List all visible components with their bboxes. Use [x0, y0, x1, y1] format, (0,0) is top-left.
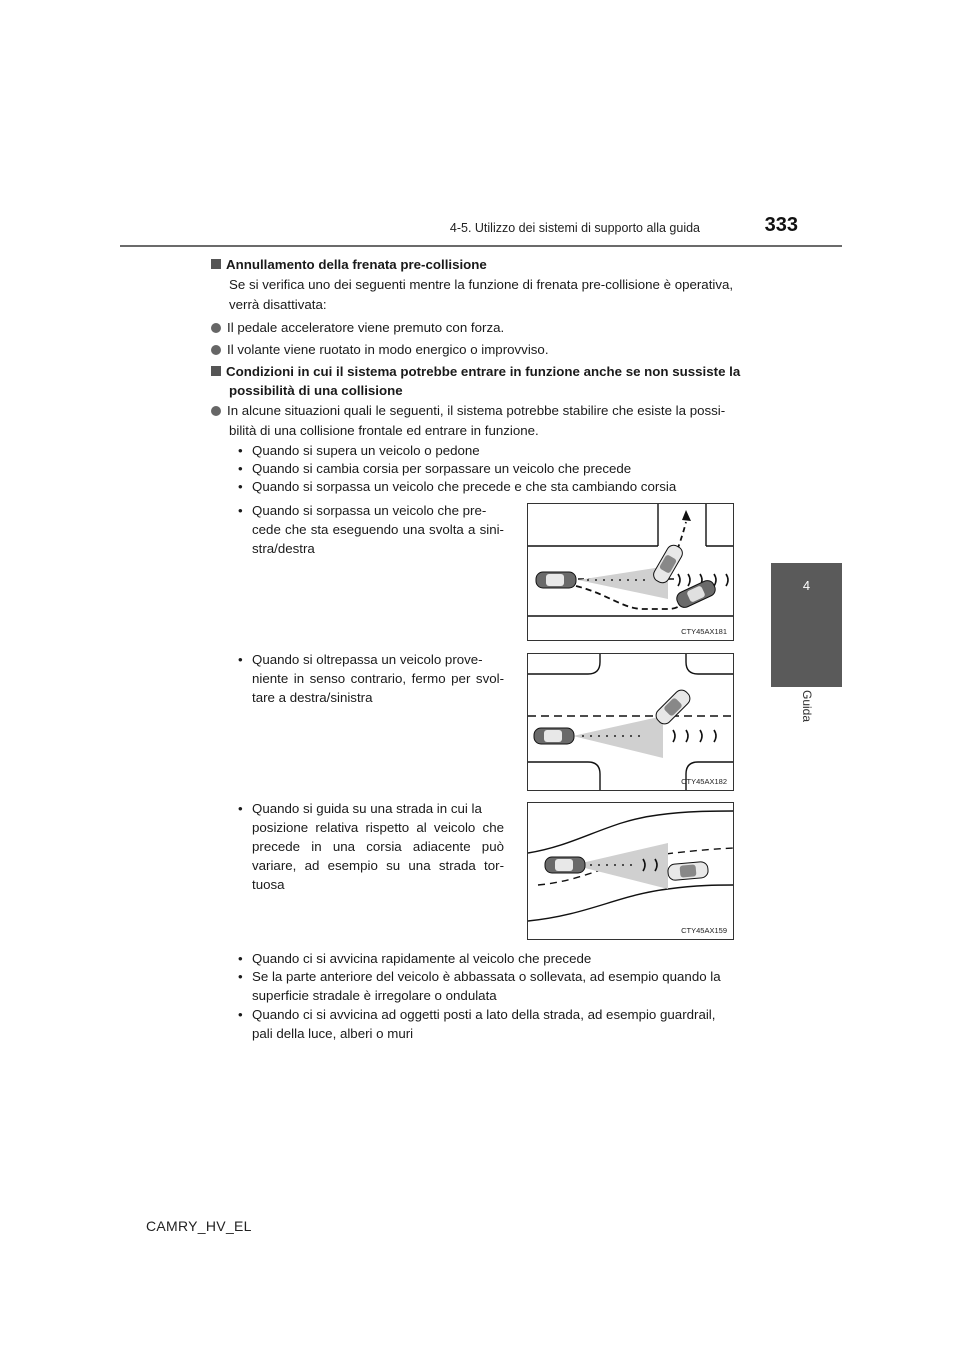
page-number: 333: [764, 214, 798, 236]
heading-conditions: Condizioni in cui il sistema potrebbe entrare in funzione anche se non sussiste la possibilità di una collisione: [211, 362, 771, 400]
round-bullet-icon: [211, 323, 221, 333]
figure-code: CTY45AX181: [681, 627, 727, 636]
cancel-item-2: Il volante viene ruotato in modo energico o improvviso.: [211, 340, 756, 360]
model-code: CAMRY_HV_EL: [146, 1218, 252, 1234]
cancel-intro: Se si verifica uno dei seguenti mentre la funzione di frenata pre-collisione è operativa, verrà disattivata:: [229, 277, 734, 312]
square-bullet-icon: [211, 366, 221, 376]
condition-bullet: • Quando ci si avvicina rapidamente al veicolo che precede: [238, 951, 592, 966]
square-bullet-icon: [211, 259, 221, 269]
figure-code: CTY45AX159: [681, 926, 727, 935]
condition-bullet-fig3: • Quando si guida su una strada in cui la posizione relativa rispetto al veicolo che precede in una corsia adiacente può variare, ad esempio su una strada tor-tuosa: [238, 801, 504, 892]
condition-bullet: • Quando si sorpassa un veicolo che precede e che sta cambiando corsia: [238, 479, 677, 494]
chapter-number: 4: [802, 578, 811, 593]
conditions-intro: In alcune situazioni quali le seguenti, il sistema potrebbe stabilire che esiste la possi- bilità di una collisione frontale ed entrare in funzione.: [211, 401, 756, 441]
cancel-item-1: Il pedale acceleratore viene premuto con forza.: [211, 318, 756, 338]
header-divider: [120, 245, 842, 247]
figure-left-turn: [527, 503, 734, 641]
round-bullet-icon: [211, 345, 221, 355]
heading-cancel: Annullamento della frenata pre-collisione: [211, 255, 771, 274]
chapter-label: Guida: [800, 690, 814, 723]
round-bullet-icon: [211, 406, 221, 416]
condition-bullet: • Quando ci si avvicina ad oggetti posti a lato della strada, ad esempio guardrail, pali della luce, alberi o muri: [238, 1007, 716, 1041]
figure-winding-road: [527, 802, 734, 940]
condition-bullet: • Se la parte anteriore del veicolo è abbassata o sollevata, ad esempio quando la superficie stradale è irregolare o ondulata: [238, 969, 721, 1003]
section-title: 4-5. Utilizzo dei sistemi di supporto alla guida: [449, 221, 700, 235]
condition-bullet-fig2: • Quando si oltrepassa un veicolo prove- niente in senso contrario, fermo per svol-tare a destra/sinistra: [238, 652, 504, 705]
condition-bullet-fig1: • Quando si sorpassa un veicolo che pre- cede che sta eseguendo una svolta a sini-stra/destra: [238, 503, 504, 556]
figure-code: CTY45AX182: [681, 777, 727, 786]
figure-oncoming-turn: [527, 653, 734, 791]
condition-bullet: • Quando si supera un veicolo o pedone: [238, 443, 480, 458]
condition-bullet: • Quando si cambia corsia per sorpassare un veicolo che precede: [238, 461, 632, 476]
